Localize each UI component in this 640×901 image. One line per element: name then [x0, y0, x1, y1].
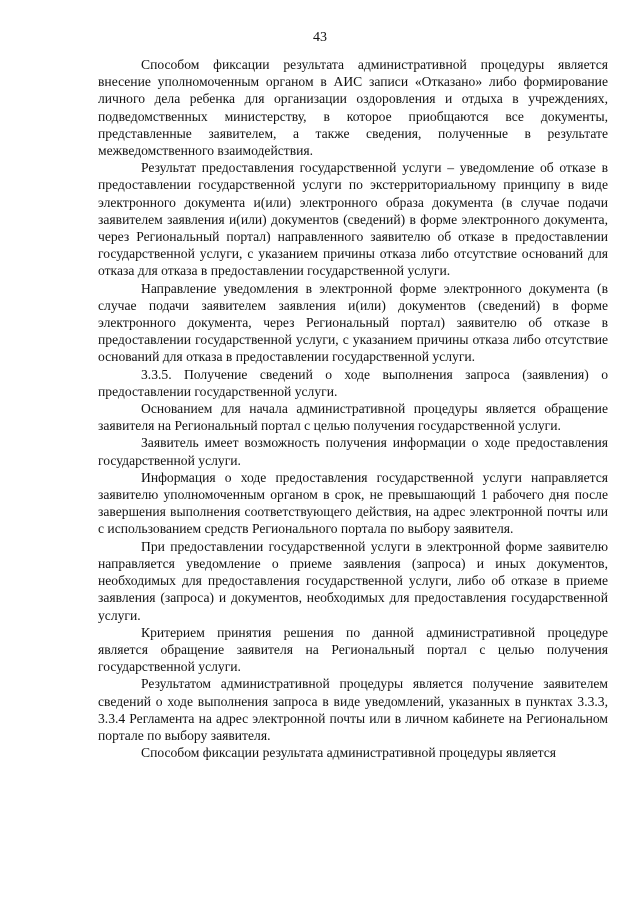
paragraph: Направление уведомления в электронной форме электронного документа (в случае подачи заявителем заявления и(или) документов (сведений) в форме электронного документа, через Региональный портал) заявителю об отказе в предоставлении государственной услуги, с указанием причины отказа либо отсутствие оснований для отказа в предоставлении государственной услуги. — [98, 280, 608, 365]
paragraph: Основанием для начала административной процедуры является обращение заявителя на Региональный портал с целью получения государственной услуги. — [98, 401, 608, 434]
page-number: 43 — [313, 30, 327, 45]
paragraph: Результатом административной процедуры является получение заявителем сведений о ходе выполнения запроса в виде уведомлений, указанных в пунктах 3.3.3, 3.3.4 Регламента на адрес электронной почты или в личном кабинете на Региональном портале по выбору заявителя. — [98, 676, 608, 743]
paragraph: Способом фиксации результата административной процедуры является внесение уполномоченным органом в АИС записи «Отказано» либо формирование личного дела ребенка для организации оздоровления и отдыха в учреждениях, подведомственных министерству, в которое приобщаются все документы, представленные заявителем, а также сведения, полученные в результате межведомственного взаимодействия. — [98, 57, 608, 159]
paragraph: При предоставлении государственной услуги в электронной форме заявителю направляется уведомление о приеме заявления (запроса) и иных документов, необходимых для предоставления государственной услуги, либо об отказе в приеме заявления (запроса) и документов, необходимых для предоставления государственной услуги. — [98, 538, 608, 623]
paragraph: Информация о ходе предоставления государственной услуги направляется заявителю уполномоченным органом в срок, не превышающий 1 рабочего дня после завершения выполнения соответствующего действия, на адрес электронной почты или с использованием средств Регионального портала по выбору заявителя. — [98, 469, 608, 537]
document-body — [98, 56, 608, 761]
paragraph: Заявитель имеет возможность получения информации о ходе предоставления государственной услуги. — [98, 435, 608, 468]
paragraph: 3.3.5. Получение сведений о ходе выполнения запроса (заявления) о предоставлении государственной услуги. — [98, 366, 608, 399]
paragraph: Способом фиксации результата административной процедуры является — [141, 745, 557, 761]
paragraph: Результат предоставления государственной услуги – уведомление об отказе в предоставлении государственной услуги по экстерриториальному принципу в виде электронного документа и(или) электронного образа документа (в случае подачи заявителем заявления и(или) документов (сведений) в форме электронного документа, через Региональный портал) направленного заявителю об отказе в предоставлении государственной услуги, с указанием причины отказа либо отсутствие оснований для отказа для отказа в предоставлении государственной услуги. — [98, 160, 608, 279]
paragraph: Критерием принятия решения по данной административной процедуре является обращение заявителя на Региональный портал с целью получения государственной услуги. — [98, 624, 608, 675]
